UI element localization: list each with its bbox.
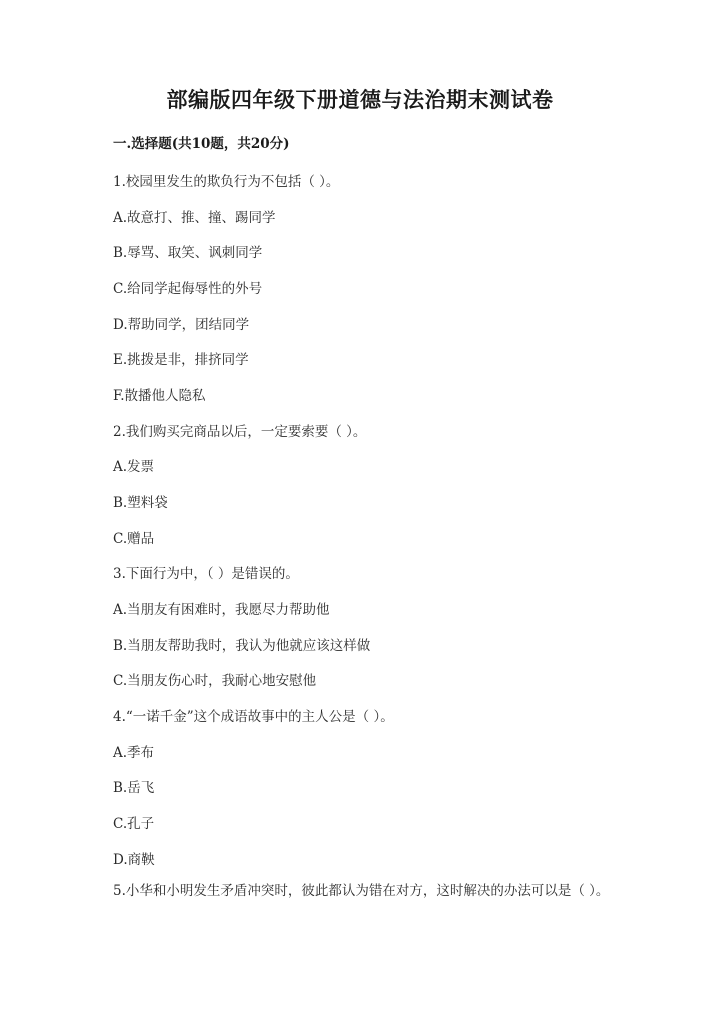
section-heading: 一.选择题(共10题，共20分) — [113, 136, 290, 152]
question-1-option-e: E.挑拨是非，排挤同学 — [113, 352, 249, 368]
question-2-option-a: A.发票 — [113, 459, 155, 475]
question-4-option-b: B.岳飞 — [113, 780, 155, 796]
question-3-option-a: A.当朋友有困难时，我愿尽力帮助他 — [113, 602, 330, 618]
question-1-stem: 1.校园里发生的欺负行为不包括（ ）。 — [113, 174, 340, 190]
question-1-option-d: D.帮助同学，团结同学 — [113, 317, 250, 333]
question-2-option-c: C.赠品 — [113, 531, 155, 547]
question-4-option-c: C.孔子 — [113, 816, 155, 832]
page-title: 部编版四年级下册道德与法治期末测试卷 — [166, 87, 554, 112]
question-4-option-a: A.季布 — [113, 745, 155, 761]
question-3-option-c: C.当朋友伤心时，我耐心地安慰他 — [113, 673, 317, 689]
question-1-option-a: A.故意打、推、撞、踢同学 — [113, 210, 276, 226]
question-4-stem: 4.“一诺千金”这个成语故事中的主人公是（ ）。 — [113, 709, 394, 725]
question-1-option-f: F.散播他人隐私 — [113, 388, 206, 404]
question-5-stem: 5.小华和小明发生矛盾冲突时，彼此都认为错在对方，这时解决的办法可以是（ ）。 — [113, 883, 610, 899]
question-2-stem: 2.我们购买完商品以后，一定要索要（ ）。 — [113, 424, 367, 440]
question-2-option-b: B.塑料袋 — [113, 495, 168, 511]
question-3-option-b: B.当朋友帮助我时，我认为他就应该这样做 — [113, 638, 371, 654]
question-1-option-b: B.辱骂、取笑、讽刺同学 — [113, 245, 263, 261]
question-3-stem: 3.下面行为中，（ ）是错误的。 — [113, 566, 299, 582]
question-4-option-d: D.商鞅 — [113, 852, 155, 868]
question-1-option-c: C.给同学起侮辱性的外号 — [113, 281, 263, 297]
